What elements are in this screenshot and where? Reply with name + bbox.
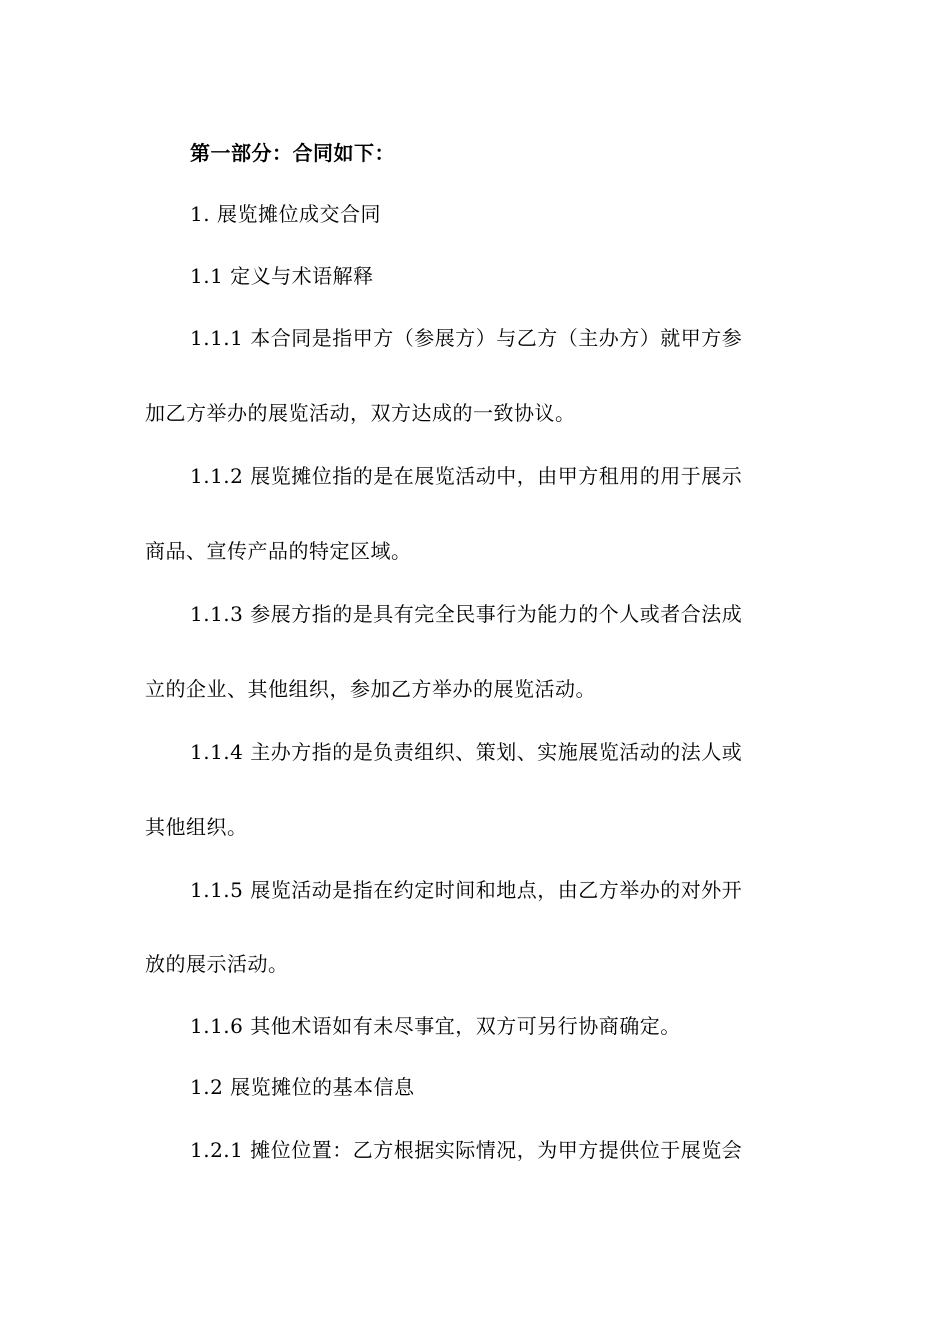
clause-1-1-5-line-1: 1.1.5 展览活动是指在约定时间和地点，由乙方举办的对外开 [190,878,743,902]
clause-1-1-3-line-2: 立的企业、其他组织，参加乙方举办的展览活动。 [145,677,596,701]
clause-1-1-4-line-2: 其他组织。 [145,815,248,839]
clause-1-1-1-line-1: 1.1.1 本合同是指甲方（参展方）与乙方（主办方）就甲方参 [190,326,743,350]
clause-1-1-1-line-2: 加乙方举办的展览活动，双方达成的一致协议。 [145,401,576,425]
clause-1-2-1-line-1: 1.2.1 摊位位置：乙方根据实际情况，为甲方提供位于展览会 [190,1138,743,1162]
clause-1-1-6: 1.1.6 其他术语如有未尽事宜，双方可另行协商确定。 [190,1014,681,1038]
clause-1-1-2-line-2: 商品、宣传产品的特定区域。 [145,539,412,563]
section-1-2-title: 1.2 展览摊位的基本信息 [190,1075,415,1099]
clause-1-1-4-line-1: 1.1.4 主办方指的是负责组织、策划、实施展览活动的法人或 [190,740,743,764]
clause-1-1-5-line-2: 放的展示活动。 [145,952,289,976]
section-1-title: 1. 展览摊位成交合同 [190,202,381,226]
clause-1-1-3-line-1: 1.1.3 参展方指的是具有完全民事行为能力的个人或者合法成 [190,602,743,626]
clause-1-1-2-line-1: 1.1.2 展览摊位指的是在展览活动中，由甲方租用的用于展示 [190,464,743,488]
part-heading: 第一部分：合同如下： [190,141,395,165]
section-1-1-title: 1.1 定义与术语解释 [190,264,374,288]
